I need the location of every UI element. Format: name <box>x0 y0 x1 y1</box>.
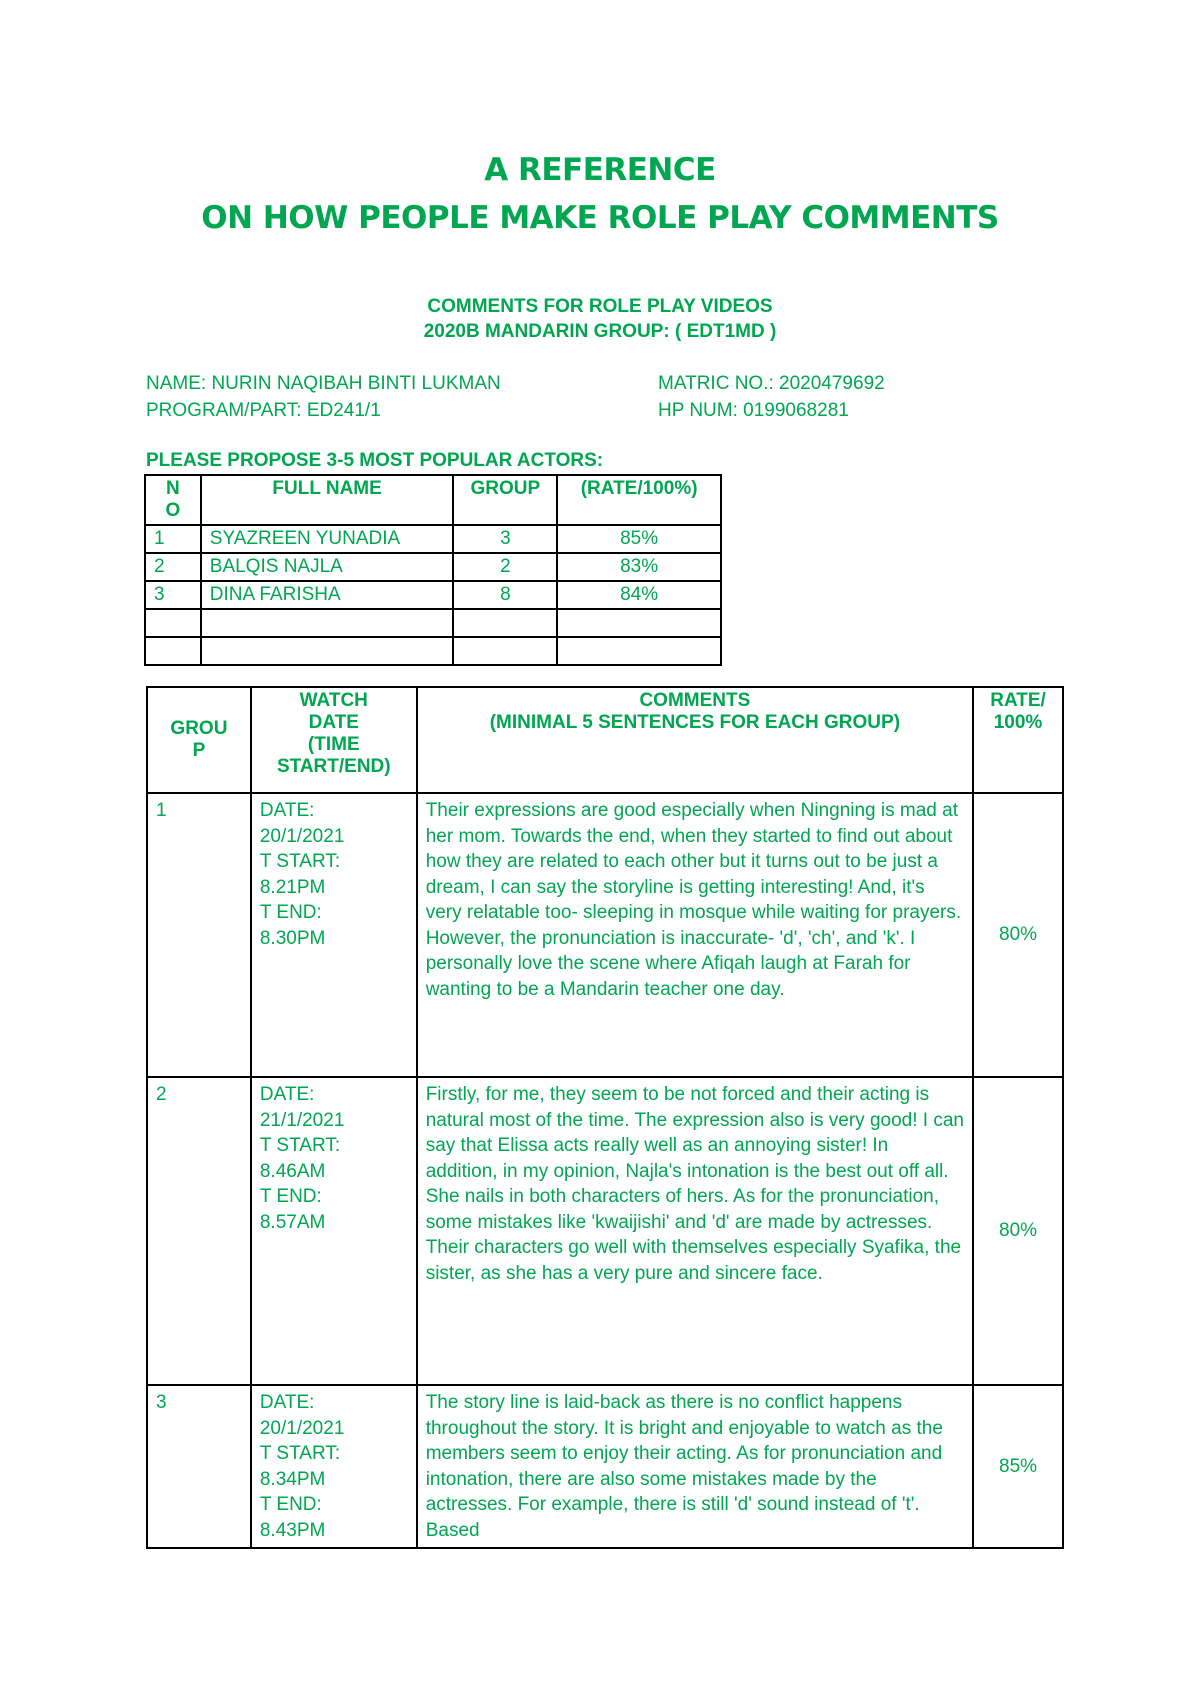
header-rate: RATE/ 100% <box>973 687 1063 793</box>
table-row <box>145 525 721 553</box>
actors-table <box>144 474 722 666</box>
table-row <box>147 1077 1063 1385</box>
program-part: PROGRAM/PART: ED241/1 <box>146 400 381 421</box>
actor-no: 3 <box>145 581 201 609</box>
empty-row <box>145 609 721 637</box>
hp-number: HP NUM: 0199068281 <box>658 400 849 421</box>
header-no: N O <box>145 475 201 525</box>
empty-cell <box>453 637 557 665</box>
comment-text: Their expressions are good especially when Ningning is mad at her mom. Towards the end, when they started to find out about how they are related to each other but it turns out to be just a dream, I can say the storyline is getting interesting! And, it's very relatable too- sleeping in mosque while waiting for prayers. However, the pronunciation is inaccurate- 'd', 'ch', and 'k'. I personally love the scene where Afiqah laugh at Farah for wanting to be a Mandarin teacher one day. <box>417 793 973 1077</box>
header-group: GROUP <box>453 475 557 525</box>
document-title-line1: A REFERENCE <box>484 152 716 188</box>
group-number: 2 <box>147 1077 251 1385</box>
empty-cell <box>145 637 201 665</box>
header-rate: (RATE/100%) <box>557 475 721 525</box>
actors-heading: PLEASE PROPOSE 3-5 MOST POPULAR ACTORS: <box>146 450 604 471</box>
subtitle-line2: 2020B MANDARIN GROUP: ( EDT1MD ) <box>423 321 777 342</box>
group-rate: 80% <box>973 793 1063 1077</box>
watch-date-time: DATE: 20/1/2021 T START: 8.34PM T END: 8.43PM <box>251 1385 417 1548</box>
actor-group: 2 <box>453 553 557 581</box>
empty-cell <box>201 637 454 665</box>
comments-table <box>146 686 1064 1549</box>
table-row <box>147 1385 1063 1548</box>
empty-cell <box>145 609 201 637</box>
student-name: NAME: NURIN NAQIBAH BINTI LUKMAN <box>146 373 501 394</box>
header-comments: COMMENTS (MINIMAL 5 SENTENCES FOR EACH GROUP) <box>417 687 973 793</box>
document-title-line2: ON HOW PEOPLE MAKE ROLE PLAY COMMENTS <box>201 200 999 236</box>
empty-cell <box>557 637 721 665</box>
header-full-name: FULL NAME <box>201 475 454 525</box>
group-rate: 80% <box>973 1077 1063 1385</box>
empty-row <box>145 637 721 665</box>
actors-header-row <box>145 475 721 525</box>
table-row <box>147 793 1063 1077</box>
group-rate: 85% <box>973 1385 1063 1548</box>
group-number: 1 <box>147 793 251 1077</box>
header-group: GROU P <box>147 687 251 793</box>
subtitle-line1: COMMENTS FOR ROLE PLAY VIDEOS <box>427 296 773 317</box>
actor-name: SYAZREEN YUNADIA <box>201 525 454 553</box>
actor-rate: 84% <box>557 581 721 609</box>
empty-cell <box>453 609 557 637</box>
empty-cell <box>557 609 721 637</box>
actor-no: 2 <box>145 553 201 581</box>
actor-name: DINA FARISHA <box>201 581 454 609</box>
empty-cell <box>201 609 454 637</box>
actor-group: 3 <box>453 525 557 553</box>
matric-number: MATRIC NO.: 2020479692 <box>658 373 885 394</box>
comment-text: Firstly, for me, they seem to be not forced and their acting is natural most of the time. The expression also is very good! I can say that Elissa acts really well as an annoying sister! In addition, in my opinion, Najla's intonation is the best out off all. She nails in both characters of hers. As for the pronunciation, some mistakes like 'kwaijishi' and 'd' are made by actresses. Their characters go well with themselves especially Syafika, the sister, as she has a very pure and sincere face. <box>417 1077 973 1385</box>
table-row <box>145 581 721 609</box>
table-row <box>145 553 721 581</box>
comment-text: The story line is laid-back as there is no conflict happens throughout the story. It is bright and enjoyable to watch as the members seem to enjoy their acting. As for pronunciation and intonation, there are also some mistakes made by the actresses. For example, there is still 'd' sound instead of 't'. Based <box>417 1385 973 1548</box>
watch-date-time: DATE: 21/1/2021 T START: 8.46AM T END: 8.57AM <box>251 1077 417 1385</box>
comments-header-row <box>147 687 1063 793</box>
actor-no: 1 <box>145 525 201 553</box>
group-number: 3 <box>147 1385 251 1548</box>
header-watch-date: WATCH DATE (TIME START/END) <box>251 687 417 793</box>
actor-name: BALQIS NAJLA <box>201 553 454 581</box>
actor-rate: 85% <box>557 525 721 553</box>
actor-group: 8 <box>453 581 557 609</box>
watch-date-time: DATE: 20/1/2021 T START: 8.21PM T END: 8.30PM <box>251 793 417 1077</box>
actor-rate: 83% <box>557 553 721 581</box>
